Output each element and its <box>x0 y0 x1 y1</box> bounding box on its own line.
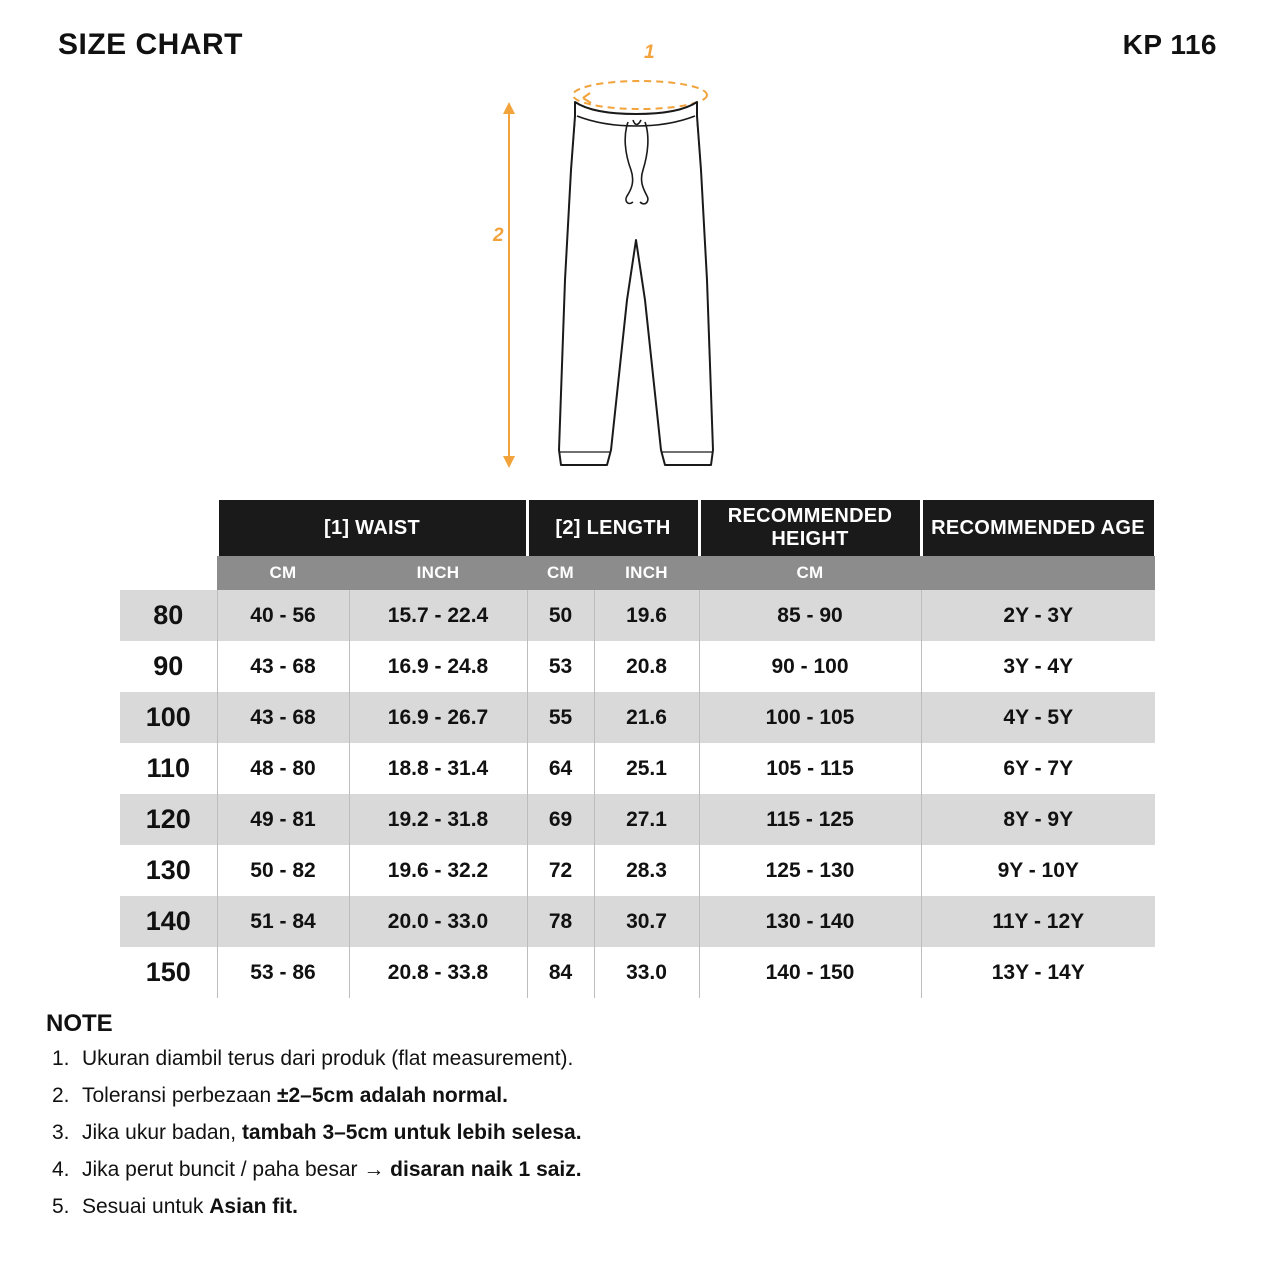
cell-height: 105 - 115 <box>699 743 921 794</box>
pants-illustration <box>493 42 785 480</box>
table-row <box>120 845 1155 896</box>
cell-length-cm: 78 <box>527 896 594 947</box>
note-text-plain: Toleransi perbezaan <box>82 1084 277 1107</box>
table-body <box>120 590 1155 998</box>
cell-length-inch: 25.1 <box>594 743 699 794</box>
table-sub-header-row <box>120 556 1155 590</box>
cell-size: 80 <box>120 590 217 641</box>
table-row <box>120 641 1155 692</box>
note-item <box>46 1196 1229 1217</box>
page-title: SIZE CHART <box>58 28 243 61</box>
note-text-plain: Jika ukur badan, <box>82 1121 242 1144</box>
cell-length-inch: 30.7 <box>594 896 699 947</box>
note-section <box>46 1010 1229 1233</box>
table-row <box>120 896 1155 947</box>
cell-length-cm: 53 <box>527 641 594 692</box>
cell-size: 140 <box>120 896 217 947</box>
subheader-height-cm: CM <box>699 556 921 590</box>
length-arrow-top <box>503 102 515 114</box>
cell-age: 9Y - 10Y <box>921 845 1155 896</box>
cell-waist-inch: 20.0 - 33.0 <box>349 896 527 947</box>
cell-waist-cm: 40 - 56 <box>217 590 349 641</box>
note-number: 1. <box>52 1047 70 1070</box>
subheader-waist-inch: INCH <box>349 556 527 590</box>
cell-length-cm: 72 <box>527 845 594 896</box>
cell-waist-inch: 16.9 - 26.7 <box>349 692 527 743</box>
cell-length-cm: 50 <box>527 590 594 641</box>
subheader-waist-cm: CM <box>217 556 349 590</box>
note-list <box>46 1048 1229 1217</box>
length-measure-label: 2 <box>493 225 504 246</box>
note-number: 4. <box>52 1158 70 1181</box>
header-waist: [1] WAIST <box>217 500 527 556</box>
size-table <box>120 500 1157 998</box>
header-corner-blank <box>120 500 217 556</box>
cell-height: 140 - 150 <box>699 947 921 998</box>
cell-age: 4Y - 5Y <box>921 692 1155 743</box>
product-code: KP 116 <box>1122 29 1217 60</box>
cell-waist-cm: 48 - 80 <box>217 743 349 794</box>
note-text-plain: Jika perut buncit / paha besar → <box>82 1158 391 1181</box>
cell-waist-cm: 43 - 68 <box>217 692 349 743</box>
cell-waist-cm: 50 - 82 <box>217 845 349 896</box>
cell-length-inch: 33.0 <box>594 947 699 998</box>
cell-age: 3Y - 4Y <box>921 641 1155 692</box>
cell-age: 13Y - 14Y <box>921 947 1155 998</box>
note-text <box>82 1159 1229 1180</box>
subheader-corner-blank <box>120 556 217 590</box>
cell-height: 90 - 100 <box>699 641 921 692</box>
cell-waist-inch: 18.8 - 31.4 <box>349 743 527 794</box>
table-row <box>120 590 1155 641</box>
table-row <box>120 692 1155 743</box>
note-item <box>46 1122 1229 1143</box>
cell-length-inch: 28.3 <box>594 845 699 896</box>
cell-size: 100 <box>120 692 217 743</box>
cell-age: 6Y - 7Y <box>921 743 1155 794</box>
cell-height: 115 - 125 <box>699 794 921 845</box>
header-length: [2] LENGTH <box>527 500 699 556</box>
note-text <box>82 1048 1229 1069</box>
table-row <box>120 947 1155 998</box>
cell-age: 11Y - 12Y <box>921 896 1155 947</box>
note-number: 3. <box>52 1121 70 1144</box>
note-text-bold: tambah 3–5cm untuk lebih selesa. <box>241 1121 582 1144</box>
cell-size: 110 <box>120 743 217 794</box>
cell-height: 125 - 130 <box>699 845 921 896</box>
table-row <box>120 743 1155 794</box>
cell-size: 150 <box>120 947 217 998</box>
cell-length-inch: 27.1 <box>594 794 699 845</box>
size-table-container <box>120 500 1155 998</box>
note-text-bold: disaran naik 1 saiz. <box>390 1158 582 1181</box>
note-text <box>82 1122 1229 1143</box>
cell-size: 130 <box>120 845 217 896</box>
cell-height: 130 - 140 <box>699 896 921 947</box>
cell-waist-inch: 15.7 - 22.4 <box>349 590 527 641</box>
cell-waist-inch: 16.9 - 24.8 <box>349 641 527 692</box>
pants-diagram-svg <box>495 50 785 480</box>
cell-waist-inch: 19.2 - 31.8 <box>349 794 527 845</box>
note-title: NOTE <box>46 1010 113 1037</box>
waist-measure-ellipse <box>573 81 707 109</box>
cell-height: 85 - 90 <box>699 590 921 641</box>
note-item <box>46 1048 1229 1069</box>
cell-length-cm: 84 <box>527 947 594 998</box>
note-text <box>82 1196 1229 1217</box>
cell-size: 90 <box>120 641 217 692</box>
cell-length-cm: 64 <box>527 743 594 794</box>
note-text-bold: ±2–5cm adalah normal. <box>276 1084 508 1107</box>
note-text-plain: Sesuai untuk <box>82 1195 210 1218</box>
cell-waist-inch: 19.6 - 32.2 <box>349 845 527 896</box>
waist-arrow-head <box>583 93 591 103</box>
cell-height: 100 - 105 <box>699 692 921 743</box>
cell-age: 2Y - 3Y <box>921 590 1155 641</box>
waist-measure-label: 1 <box>644 42 655 63</box>
note-item <box>46 1159 1229 1180</box>
cell-length-cm: 55 <box>527 692 594 743</box>
note-number: 2. <box>52 1084 70 1107</box>
cell-length-inch: 19.6 <box>594 590 699 641</box>
cell-size: 120 <box>120 794 217 845</box>
table-group-header-row <box>120 500 1155 556</box>
note-number: 5. <box>52 1195 70 1218</box>
cell-waist-cm: 43 - 68 <box>217 641 349 692</box>
cell-length-cm: 69 <box>527 794 594 845</box>
cell-length-inch: 21.6 <box>594 692 699 743</box>
length-arrow-bottom <box>503 456 515 468</box>
subheader-length-cm: CM <box>527 556 594 590</box>
note-text-bold: Asian fit. <box>209 1195 298 1218</box>
header-recommended-age: RECOMMENDED AGE <box>921 500 1155 556</box>
note-text-plain: Ukuran diambil terus dari produk (flat measurement). <box>82 1047 574 1070</box>
pants-body-outline <box>559 102 713 465</box>
subheader-length-inch: INCH <box>594 556 699 590</box>
cell-age: 8Y - 9Y <box>921 794 1155 845</box>
cell-waist-cm: 53 - 86 <box>217 947 349 998</box>
cell-waist-cm: 51 - 84 <box>217 896 349 947</box>
subheader-age-blank <box>921 556 1155 590</box>
cell-length-inch: 20.8 <box>594 641 699 692</box>
table-row <box>120 794 1155 845</box>
header-recommended-height: RECOMMENDED HEIGHT <box>699 500 921 556</box>
cell-waist-cm: 49 - 81 <box>217 794 349 845</box>
cell-waist-inch: 20.8 - 33.8 <box>349 947 527 998</box>
note-text <box>82 1085 1229 1106</box>
note-item <box>46 1085 1229 1106</box>
